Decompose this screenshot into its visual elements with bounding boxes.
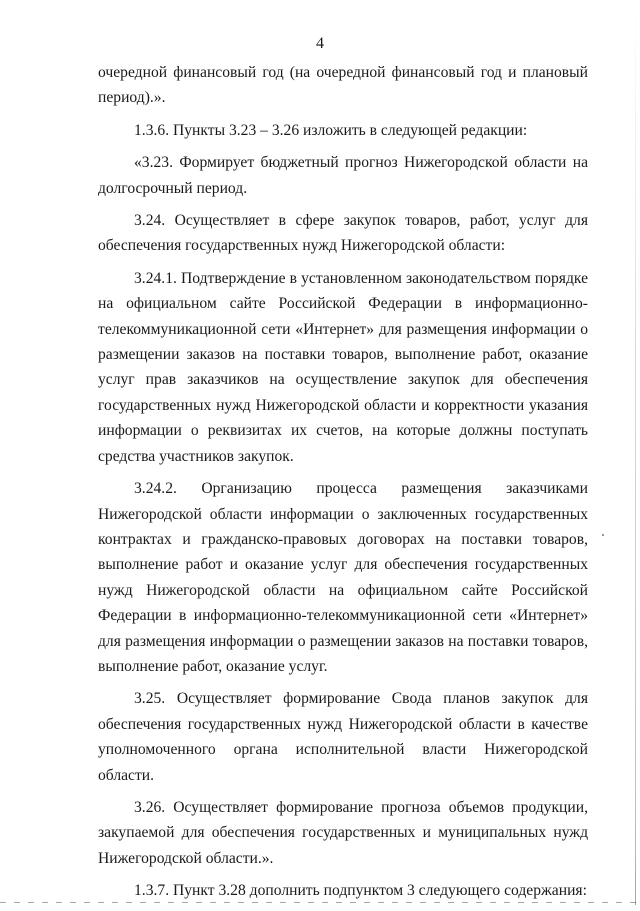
scan-edge-mark-right	[635, 0, 636, 905]
page-number: 4	[316, 35, 324, 52]
paragraph-item-3-23: «3.23. Формирует бюджетный прогноз Нижегородской области на долгосрочный период.	[98, 154, 588, 197]
paragraph-item-3-26: 3.26. Осуществляет формирование прогноза объемов продукции, закупаемой для обеспечения государственных и муниципальных нужд Нижегородской области.».	[98, 798, 588, 867]
paragraph-item-3-24-1: 3.24.1. Подтверждение в установленном законодательством порядке на официальном сайте Российской Федерации в информационно-телекоммуникационной сети «Интернет» для размещения информации о размещении заказов на поставки товаров, выполнение работ, оказание услуг прав заказчиков на осуществление закупок для обеспечения государственных нужд Нижегородской области и корректности указания информации о реквизитах их счетов, на которые должны поступать средства участников закупок.	[98, 269, 588, 465]
paragraph-item-1-3-6: 1.3.6. Пункты 3.23 – 3.26 изложить в следующей редакции:	[134, 121, 528, 139]
paragraph-continuation: очередной финансовый год (на очередной финансовый год и плановый период).».	[98, 64, 588, 107]
paragraph-item-1-3-7: 1.3.7. Пункт 3.28 дополнить подпунктом 3 следующего содержания:	[134, 882, 587, 900]
scan-speck	[602, 534, 604, 536]
scan-edge-mark-bottom	[0, 902, 640, 903]
paragraph-item-3-24: 3.24. Осуществляет в сфере закупок товаров, работ, услуг для обеспечения государственных нужд Нижегородской области:	[98, 212, 588, 255]
paragraph-item-3-25: 3.25. Осуществляет формирование Свода планов закупок для обеспечения государственных нужд Нижегородской области в качестве уполномоченного органа исполнительной власти Нижегородской области.	[98, 690, 588, 784]
paragraph-item-3-24-2: 3.24.2. Организацию процесса размещения заказчиками Нижегородской области информации о заключенных государственных контрактах и гражданско-правовых договорах на поставки товаров, выполнение работ и оказание услуг для обеспечения государственных нужд Нижегородской области на официальном сайте Российской Федерации в информационно-телекоммуникационной сети «Интернет» для размещения информации о размещении заказов на поставки товаров, выполнение работ, оказание услуг.	[98, 480, 588, 675]
document-body	[98, 60, 588, 911]
